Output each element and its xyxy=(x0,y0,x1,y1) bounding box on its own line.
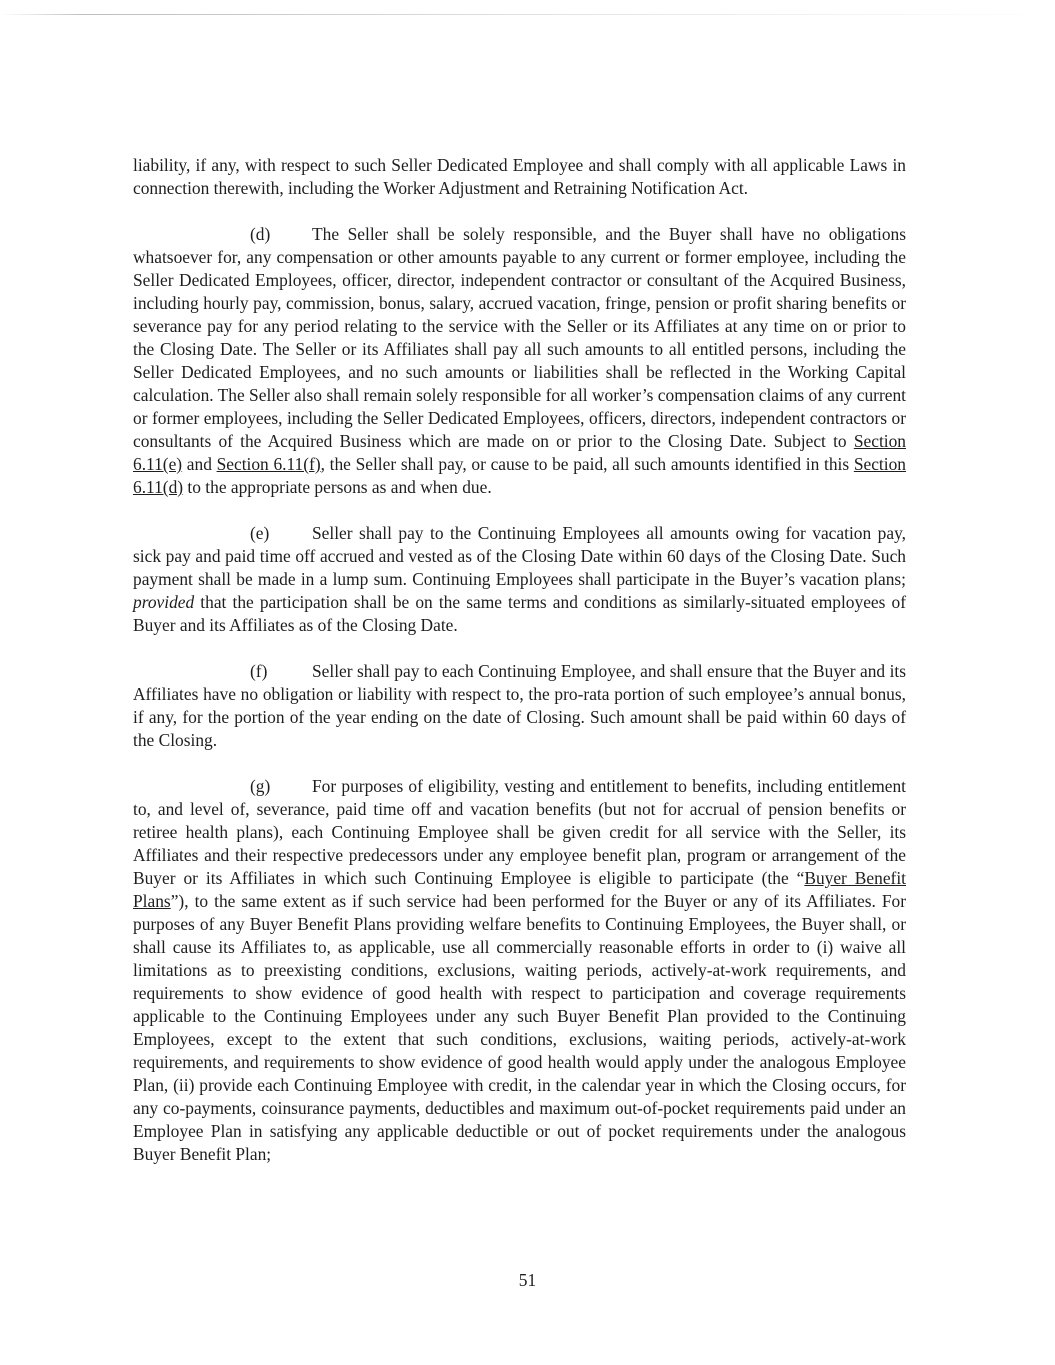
paragraph-d xyxy=(133,223,906,499)
paragraph-text: liability, if any, with respect to such Seller Dedicated Employee and shall comply with all applicable Laws in connection therewith, including the Worker Adjustment and Retraining Notification Act. xyxy=(133,155,906,198)
emphasized-term: provided xyxy=(133,592,195,612)
top-scan-rule xyxy=(0,14,1055,15)
paragraph-text: , the Seller shall pay, or cause to be paid, all such amounts identified in this xyxy=(320,454,854,474)
paragraph-text: For purposes of eligibility, vesting and entitlement to benefits, including entitlement to, and level of, severance, paid time off and vacation benefits (but not for accrual of pension benefits or retiree health plans), each Continuing Employee shall be given credit for all service with the Seller, its Affiliates and their respective predecessors under any employee benefit plan, program or arrangement of the Buyer or its Affiliates in which such Continuing Employee is eligible to participate (the “ xyxy=(133,776,906,888)
paragraph-text: to the appropriate persons as and when due. xyxy=(183,477,492,497)
paragraph-label: (f) xyxy=(250,661,268,681)
paragraph-label: (d) xyxy=(250,224,271,244)
paragraph-text: that the participation shall be on the same terms and conditions as similarly-situated employees of Buyer and its Affiliates as of the Closing Date. xyxy=(133,592,906,635)
paragraph-e xyxy=(133,522,906,637)
page-number: 51 xyxy=(518,1270,537,1290)
paragraph-f xyxy=(133,660,906,752)
paragraph-label: (e) xyxy=(250,523,270,543)
section-reference: Section 6.11(f) xyxy=(216,454,321,474)
paragraph-text: Seller shall pay to each Continuing Employee, and shall ensure that the Buyer and its Affiliates have no obligation or liability with respect to, the pro-rata portion of such employee’s annual bonus, if any, for the portion of the year ending on the date of Closing. Such amount shall be paid within 60 days of the Closing. xyxy=(133,661,906,750)
document-body xyxy=(133,154,906,1166)
paragraph-label: (g) xyxy=(250,776,271,796)
paragraph-text: The Seller shall be solely responsible, and the Buyer shall have no obligations whatsoever for, any compensation or other amounts payable to any current or former employee, including the Seller Dedicated Employees, officer, director, independent contractor or consultant of the Acquired Business, including hourly pay, commission, bonus, salary, accrued vacation, fringe, pension or profit sharing benefits or severance pay for any period relating to the service with the Seller or its Affiliates at any time on or prior to the Closing Date. The Seller or its Affiliates shall pay all such amounts to all entitled persons, including the Seller Dedicated Employees, and no such amounts or liabilities shall be reflected in the Working Capital calculation. The Seller also shall remain solely responsible for all worker’s compensation claims of any current or former employees, including the Seller Dedicated Employees, officers, directors, independent contractors or consultants of the Acquired Business which are made on or prior to the Closing Date. Subject to xyxy=(133,224,907,451)
paragraph-text: Seller shall pay to the Continuing Employees all amounts owing for vacation pay, sick pay and paid time off accrued and vested as of the Closing Date within 60 days of the Closing Date. Such payment shall be made in a lump sum. Continuing Employees shall participate in the Buyer’s vacation plans; xyxy=(133,523,906,589)
paragraph-text: ”), to the same extent as if such service had been performed for the Buyer or any of its Affiliates. For purposes of any Buyer Benefit Plans providing welfare benefits to Continuing Employees, the Buyer shall, or shall cause its Affiliates to, as applicable, use all commercially reasonable efforts in order to (i) waive all limitations as to preexisting conditions, exclusions, waiting periods, actively-at-work requirements, and requirements to show evidence of good health with respect to participation and coverage requirements applicable to the Continuing Employees under any such Buyer Benefit Plan provided to the Continuing Employees, except to the extent that such conditions, exclusions, waiting periods, actively-at-work requirements, and requirements to show evidence of good health would apply under the analogous Employee Plan, (ii) provide each Continuing Employee with credit, in the calendar year in which the Closing occurs, for any co-payments, coinsurance payments, deductibles and maximum out-of-pocket requirements paid under an Employee Plan in satisfying any applicable deductible or out of pocket requirements under the analogous Buyer Benefit Plan; xyxy=(133,891,906,1164)
section-reference: Section 6.11(d) xyxy=(133,454,906,497)
defined-term: Buyer Benefit Plans xyxy=(133,868,906,911)
paragraph-continuation xyxy=(133,154,906,200)
paragraph-text: and xyxy=(182,454,217,474)
section-reference: Section 6.11(e) xyxy=(133,431,906,474)
paragraph-g xyxy=(133,775,906,1166)
